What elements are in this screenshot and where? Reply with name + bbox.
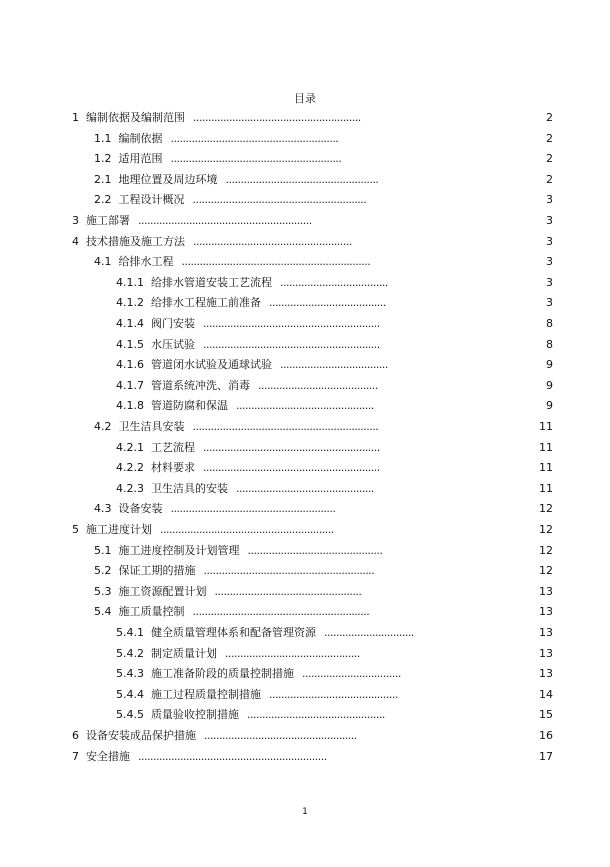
toc-entry[interactable] (0, 190, 610, 210)
toc-dot-leader: ................................................... (225, 172, 379, 186)
toc-entry-text (116, 376, 378, 396)
toc-entry-title: 卫生洁具安装 (118, 420, 185, 433)
toc-entry[interactable] (0, 129, 610, 149)
toc-entry-number: 4.3 (94, 502, 112, 516)
toc-entry[interactable] (0, 438, 610, 458)
toc-entry-number: 5.4 (94, 605, 112, 619)
toc-entry[interactable] (0, 726, 610, 746)
toc-entry-number: 1.2 (94, 152, 112, 166)
toc-entry[interactable] (0, 561, 610, 581)
toc-page-number: 3 (546, 193, 553, 207)
toc-entry-number: 4.2 (94, 420, 112, 433)
toc-dot-leader: ........................................................ (193, 111, 361, 124)
toc-entry[interactable] (0, 314, 610, 334)
toc-entry-number: 2.1 (94, 172, 112, 186)
toc-dot-leader: ........................................... (269, 687, 398, 701)
toc-dot-leader: ........................................................... (192, 605, 370, 619)
toc-entry-text (94, 417, 378, 437)
toc-entry-number: 4.2.2 (116, 461, 144, 475)
toc-entry-text (72, 747, 327, 767)
toc-entry-title: 管道闭水试验及通球试验 (151, 358, 272, 372)
toc-entry-title: 工程设计概况 (118, 193, 185, 207)
toc-entry-number: 4.1.1 (116, 275, 144, 289)
toc-entry-text (116, 293, 386, 313)
toc-entry-number: 5.1 (94, 543, 112, 557)
toc-entry-title: 技术措施及施工方法 (86, 234, 185, 248)
toc-dot-leader: ............................................................... (181, 255, 371, 269)
toc-page-number: 2 (546, 152, 553, 166)
toc-entry-text (94, 149, 341, 169)
toc-entry[interactable] (0, 417, 610, 437)
toc-entry-title: 管道系统冲洗、消毒 (151, 378, 250, 392)
toc-entry-number: 4.2.3 (116, 481, 144, 495)
toc-entry-number: 2.2 (94, 193, 112, 207)
toc-entry-text (116, 644, 360, 664)
toc-entry-title: 卫生洁具的安装 (151, 481, 228, 495)
toc-entry[interactable] (0, 273, 610, 293)
toc-entry-text (72, 726, 357, 746)
toc-page-number: 12 (539, 502, 553, 516)
toc-entry[interactable] (0, 479, 610, 499)
toc-dot-leader: .............................. (324, 626, 414, 639)
toc-entry-text (94, 541, 382, 561)
toc-page-number: 3 (546, 255, 553, 269)
toc-entry-text (116, 685, 398, 705)
toc-entry-title: 保证工期的措施 (118, 564, 196, 578)
toc-entry-number: 4.1.7 (116, 378, 144, 392)
toc-page-number: 2 (546, 111, 553, 124)
toc-entry[interactable] (0, 623, 610, 643)
toc-entry-number: 6 (72, 729, 79, 742)
toc-dot-leader: ................................................... (204, 729, 357, 742)
toc-entry-number: 5.4.2 (116, 646, 144, 660)
toc-dot-leader: ........................................................... (203, 317, 380, 330)
toc-entry-text (116, 273, 388, 293)
toc-entry[interactable] (0, 211, 610, 231)
toc-entry-number: 5.3 (94, 584, 112, 598)
toc-entry[interactable] (0, 355, 610, 375)
toc-page-number: 13 (539, 626, 553, 639)
toc-page-number: 13 (539, 667, 553, 681)
toc-entry-number: 4.1.4 (116, 317, 144, 330)
toc-dot-leader: ....................................... (269, 296, 386, 310)
toc-entry-text (116, 314, 380, 334)
toc-page-number: 13 (539, 646, 553, 660)
toc-entry-text (94, 499, 335, 519)
toc-entry-text (94, 170, 378, 190)
toc-entry[interactable] (0, 396, 610, 416)
toc-dot-leader: .......................................................... (138, 214, 312, 227)
toc-page-number: 9 (546, 399, 553, 413)
toc-page-number: 9 (546, 358, 553, 372)
toc-entry-title: 地理位置及周边环境 (118, 172, 218, 186)
toc-page-number: 13 (539, 605, 553, 619)
toc-page-number: 16 (539, 729, 553, 742)
toc-entry[interactable] (0, 376, 610, 396)
toc-entry-number: 5.4.1 (116, 626, 144, 639)
toc-entry-title: 施工部署 (86, 214, 130, 227)
toc-dot-leader: ........................................................ (170, 131, 339, 145)
toc-entry-title: 管道防腐和保温 (151, 399, 228, 413)
toc-dot-leader: ............................................. (225, 646, 360, 660)
toc-entry-text (94, 602, 369, 622)
toc-entry-text (94, 129, 338, 149)
toc-entry-text (72, 520, 334, 540)
toc-entry-title: 施工过程质量控制措施 (151, 687, 261, 701)
toc-page-number: 11 (539, 481, 553, 495)
toc-entry-number: 7 (72, 749, 79, 763)
toc-entry-text (72, 232, 352, 252)
toc-dot-leader: ............................................. (247, 543, 383, 557)
toc-dot-leader: ........................................................... (203, 461, 380, 475)
toc-entry-title: 施工进度计划 (86, 523, 152, 536)
toc-entry[interactable] (0, 499, 610, 519)
toc-entry-title: 施工进度控制及计划管理 (118, 543, 240, 557)
toc-entry-text (94, 190, 366, 210)
toc-dot-leader: ....................................................... (170, 502, 336, 516)
toc-entry[interactable] (0, 520, 610, 540)
toc-entry-number: 5.4.3 (116, 667, 144, 681)
toc-entry-title: 给排水管道安装工艺流程 (151, 275, 272, 289)
toc-dot-leader: ........................................ (258, 378, 378, 392)
toc-page-number: 3 (546, 296, 553, 310)
toc-entry-number: 5.4.4 (116, 687, 144, 701)
toc-entry-title: 编制依据 (118, 131, 163, 145)
toc-entry-text (116, 396, 374, 416)
toc-entry[interactable] (0, 602, 610, 622)
table-of-contents (0, 108, 610, 768)
toc-dot-leader: ......................................................... (170, 152, 342, 166)
toc-entry[interactable] (0, 664, 610, 684)
toc-page-number: 3 (546, 214, 553, 227)
toc-dot-leader: .............................................. (247, 708, 385, 722)
toc-dot-leader: ........................................................... (203, 337, 380, 351)
toc-dot-leader: ................................................. (214, 584, 362, 598)
page-number: 1 (302, 807, 308, 817)
toc-entry-title: 材料要求 (151, 461, 195, 475)
toc-dot-leader: ........................................................... (203, 440, 380, 454)
toc-entry[interactable] (0, 108, 610, 128)
toc-page-number: 17 (539, 749, 553, 763)
toc-entry-number: 1 (72, 111, 79, 124)
toc-entry[interactable] (0, 705, 610, 725)
toc-entry-title: 给排水工程 (118, 255, 174, 269)
toc-entry[interactable] (0, 149, 610, 169)
toc-entry-number: 4.2.1 (116, 440, 144, 454)
toc-page-number: 2 (546, 131, 553, 145)
toc-title: 目录 (294, 92, 316, 105)
toc-dot-leader: ..................................................... (193, 234, 352, 248)
toc-entry-title: 施工资源配置计划 (118, 584, 207, 598)
toc-entry-text (116, 458, 380, 478)
toc-entry-number: 4.1.5 (116, 337, 144, 351)
toc-dot-leader: .................................... (280, 275, 388, 289)
toc-entry[interactable] (0, 644, 610, 664)
toc-entry-text (116, 623, 414, 643)
toc-entry-text (116, 479, 374, 499)
toc-page-number: 9 (546, 378, 553, 392)
toc-entry-number: 5 (72, 523, 79, 536)
toc-entry[interactable] (0, 170, 610, 190)
toc-entry-text (72, 108, 361, 128)
toc-page-number: 3 (546, 234, 553, 248)
toc-entry[interactable] (0, 232, 610, 252)
toc-entry-title: 安全措施 (86, 749, 130, 763)
toc-entry[interactable] (0, 685, 610, 705)
toc-entry-title: 工艺流程 (151, 440, 195, 454)
toc-dot-leader: .................................... (280, 358, 388, 372)
toc-entry[interactable] (0, 541, 610, 561)
toc-page-number: 15 (539, 708, 553, 722)
toc-page-number: 3 (546, 275, 553, 289)
toc-entry-number: 4.1.6 (116, 358, 144, 372)
toc-entry-number: 4.1.8 (116, 399, 144, 413)
toc-page-number: 11 (539, 420, 553, 433)
toc-page-number: 12 (539, 523, 553, 536)
toc-page-number: 12 (539, 564, 553, 578)
toc-entry[interactable] (0, 582, 610, 602)
toc-page-number: 12 (539, 543, 553, 557)
toc-entry-text (116, 335, 380, 355)
toc-entry-title: 设备安装成品保护措施 (86, 729, 196, 742)
toc-page-number: 14 (539, 687, 553, 701)
toc-entry-number: 5.4.5 (116, 708, 144, 722)
toc-entry-title: 阀门安装 (151, 317, 195, 330)
toc-entry-title: 适用范围 (118, 152, 163, 166)
toc-dot-leader: .......................................................... (160, 523, 334, 536)
toc-page-number: 11 (539, 440, 553, 454)
toc-entry-title: 水压试验 (151, 337, 195, 351)
toc-entry-number: 3 (72, 214, 79, 227)
toc-page-number: 13 (539, 584, 553, 598)
toc-page-number: 11 (539, 461, 553, 475)
toc-entry-number: 1.1 (94, 131, 112, 145)
toc-entry-text (116, 355, 388, 375)
toc-entry-title: 设备安装 (118, 502, 163, 516)
toc-page-number: 8 (546, 337, 553, 351)
toc-entry-title: 给排水工程施工前准备 (151, 296, 261, 310)
toc-entry[interactable] (0, 747, 610, 767)
toc-entry-title: 质量验收控制措施 (151, 708, 239, 722)
toc-entry[interactable] (0, 293, 610, 313)
toc-entry-number: 4.1 (94, 255, 112, 269)
toc-entry[interactable] (0, 458, 610, 478)
toc-entry-title: 编制依据及编制范围 (86, 111, 185, 124)
toc-entry-text (94, 252, 370, 272)
toc-dot-leader: ......................................................... (203, 564, 375, 578)
toc-dot-leader: .............................................................. (192, 420, 379, 433)
toc-entry-text (116, 664, 401, 684)
toc-entry-title: 施工准备阶段的质量控制措施 (151, 667, 294, 681)
toc-entry-text (116, 438, 380, 458)
toc-entry-number: 5.2 (94, 564, 112, 578)
toc-entry-title: 健全质量管理体系和配备管理资源 (151, 626, 316, 639)
toc-dot-leader: .............................................. (236, 481, 374, 495)
toc-entry-title: 施工质量控制 (118, 605, 185, 619)
toc-entry[interactable] (0, 252, 610, 272)
toc-entry[interactable] (0, 335, 610, 355)
toc-entry-text (72, 211, 312, 231)
toc-entry-number: 4 (72, 234, 79, 248)
toc-entry-text (116, 705, 385, 725)
toc-page-number: 2 (546, 172, 553, 186)
toc-page-number: 8 (546, 317, 553, 330)
toc-dot-leader: .......................................................... (192, 193, 367, 207)
toc-dot-leader: ................................. (302, 667, 401, 681)
toc-dot-leader: .............................................. (236, 399, 374, 413)
toc-entry-title: 制定质量计划 (151, 646, 217, 660)
toc-dot-leader: ............................................................... (138, 749, 327, 763)
toc-entry-text (94, 561, 374, 581)
toc-entry-text (94, 582, 361, 602)
toc-entry-number: 4.1.2 (116, 296, 144, 310)
